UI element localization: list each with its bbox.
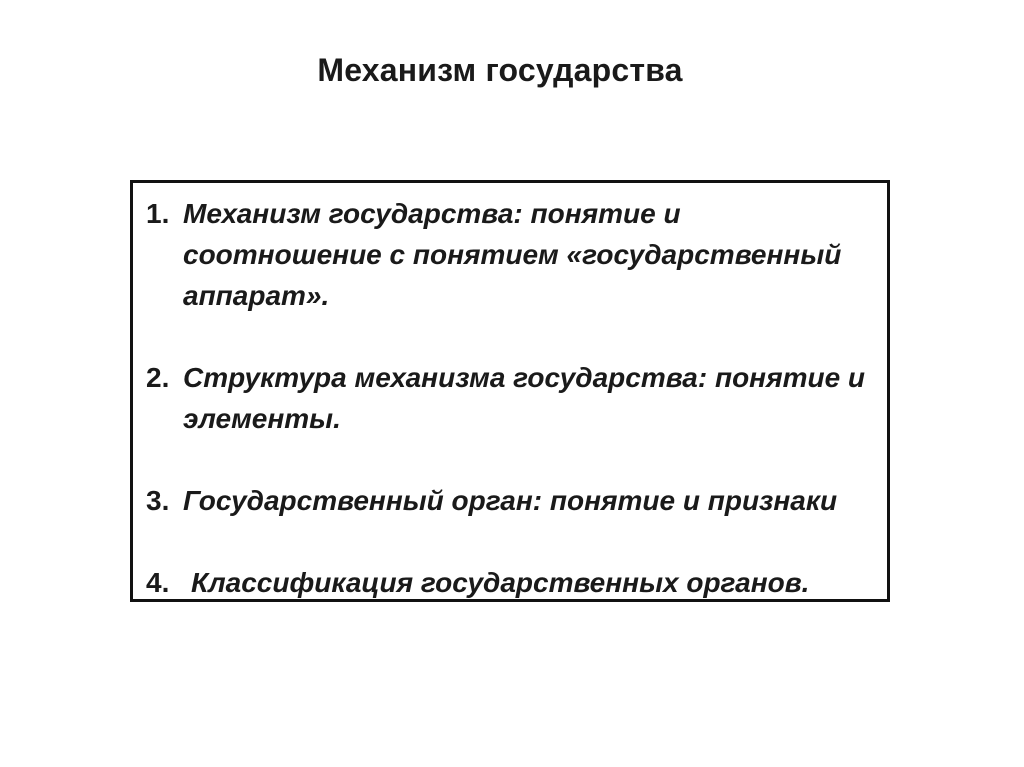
agenda-list xyxy=(146,193,877,603)
agenda-item-text: Государственный орган: понятие и признаки xyxy=(183,485,838,516)
agenda-item-number: 4. xyxy=(146,567,170,598)
agenda-item-text: Структура механизма государства: понятие и элементы. xyxy=(183,362,866,434)
agenda-item xyxy=(146,193,877,316)
agenda-item xyxy=(146,357,877,439)
agenda-item-number: 2. xyxy=(146,362,170,393)
agenda-item-text: Классификация государственных органов. xyxy=(191,567,810,598)
agenda-box xyxy=(130,180,890,602)
slide-title: Механизм государства xyxy=(317,52,683,88)
agenda-item xyxy=(146,480,877,521)
agenda-item-text: Механизм государства: понятие и соотношение с понятием «государственный аппарат». xyxy=(183,198,842,311)
agenda-item-number: 3. xyxy=(146,485,170,516)
agenda-item xyxy=(146,562,877,603)
agenda-item-number: 1. xyxy=(146,198,170,229)
